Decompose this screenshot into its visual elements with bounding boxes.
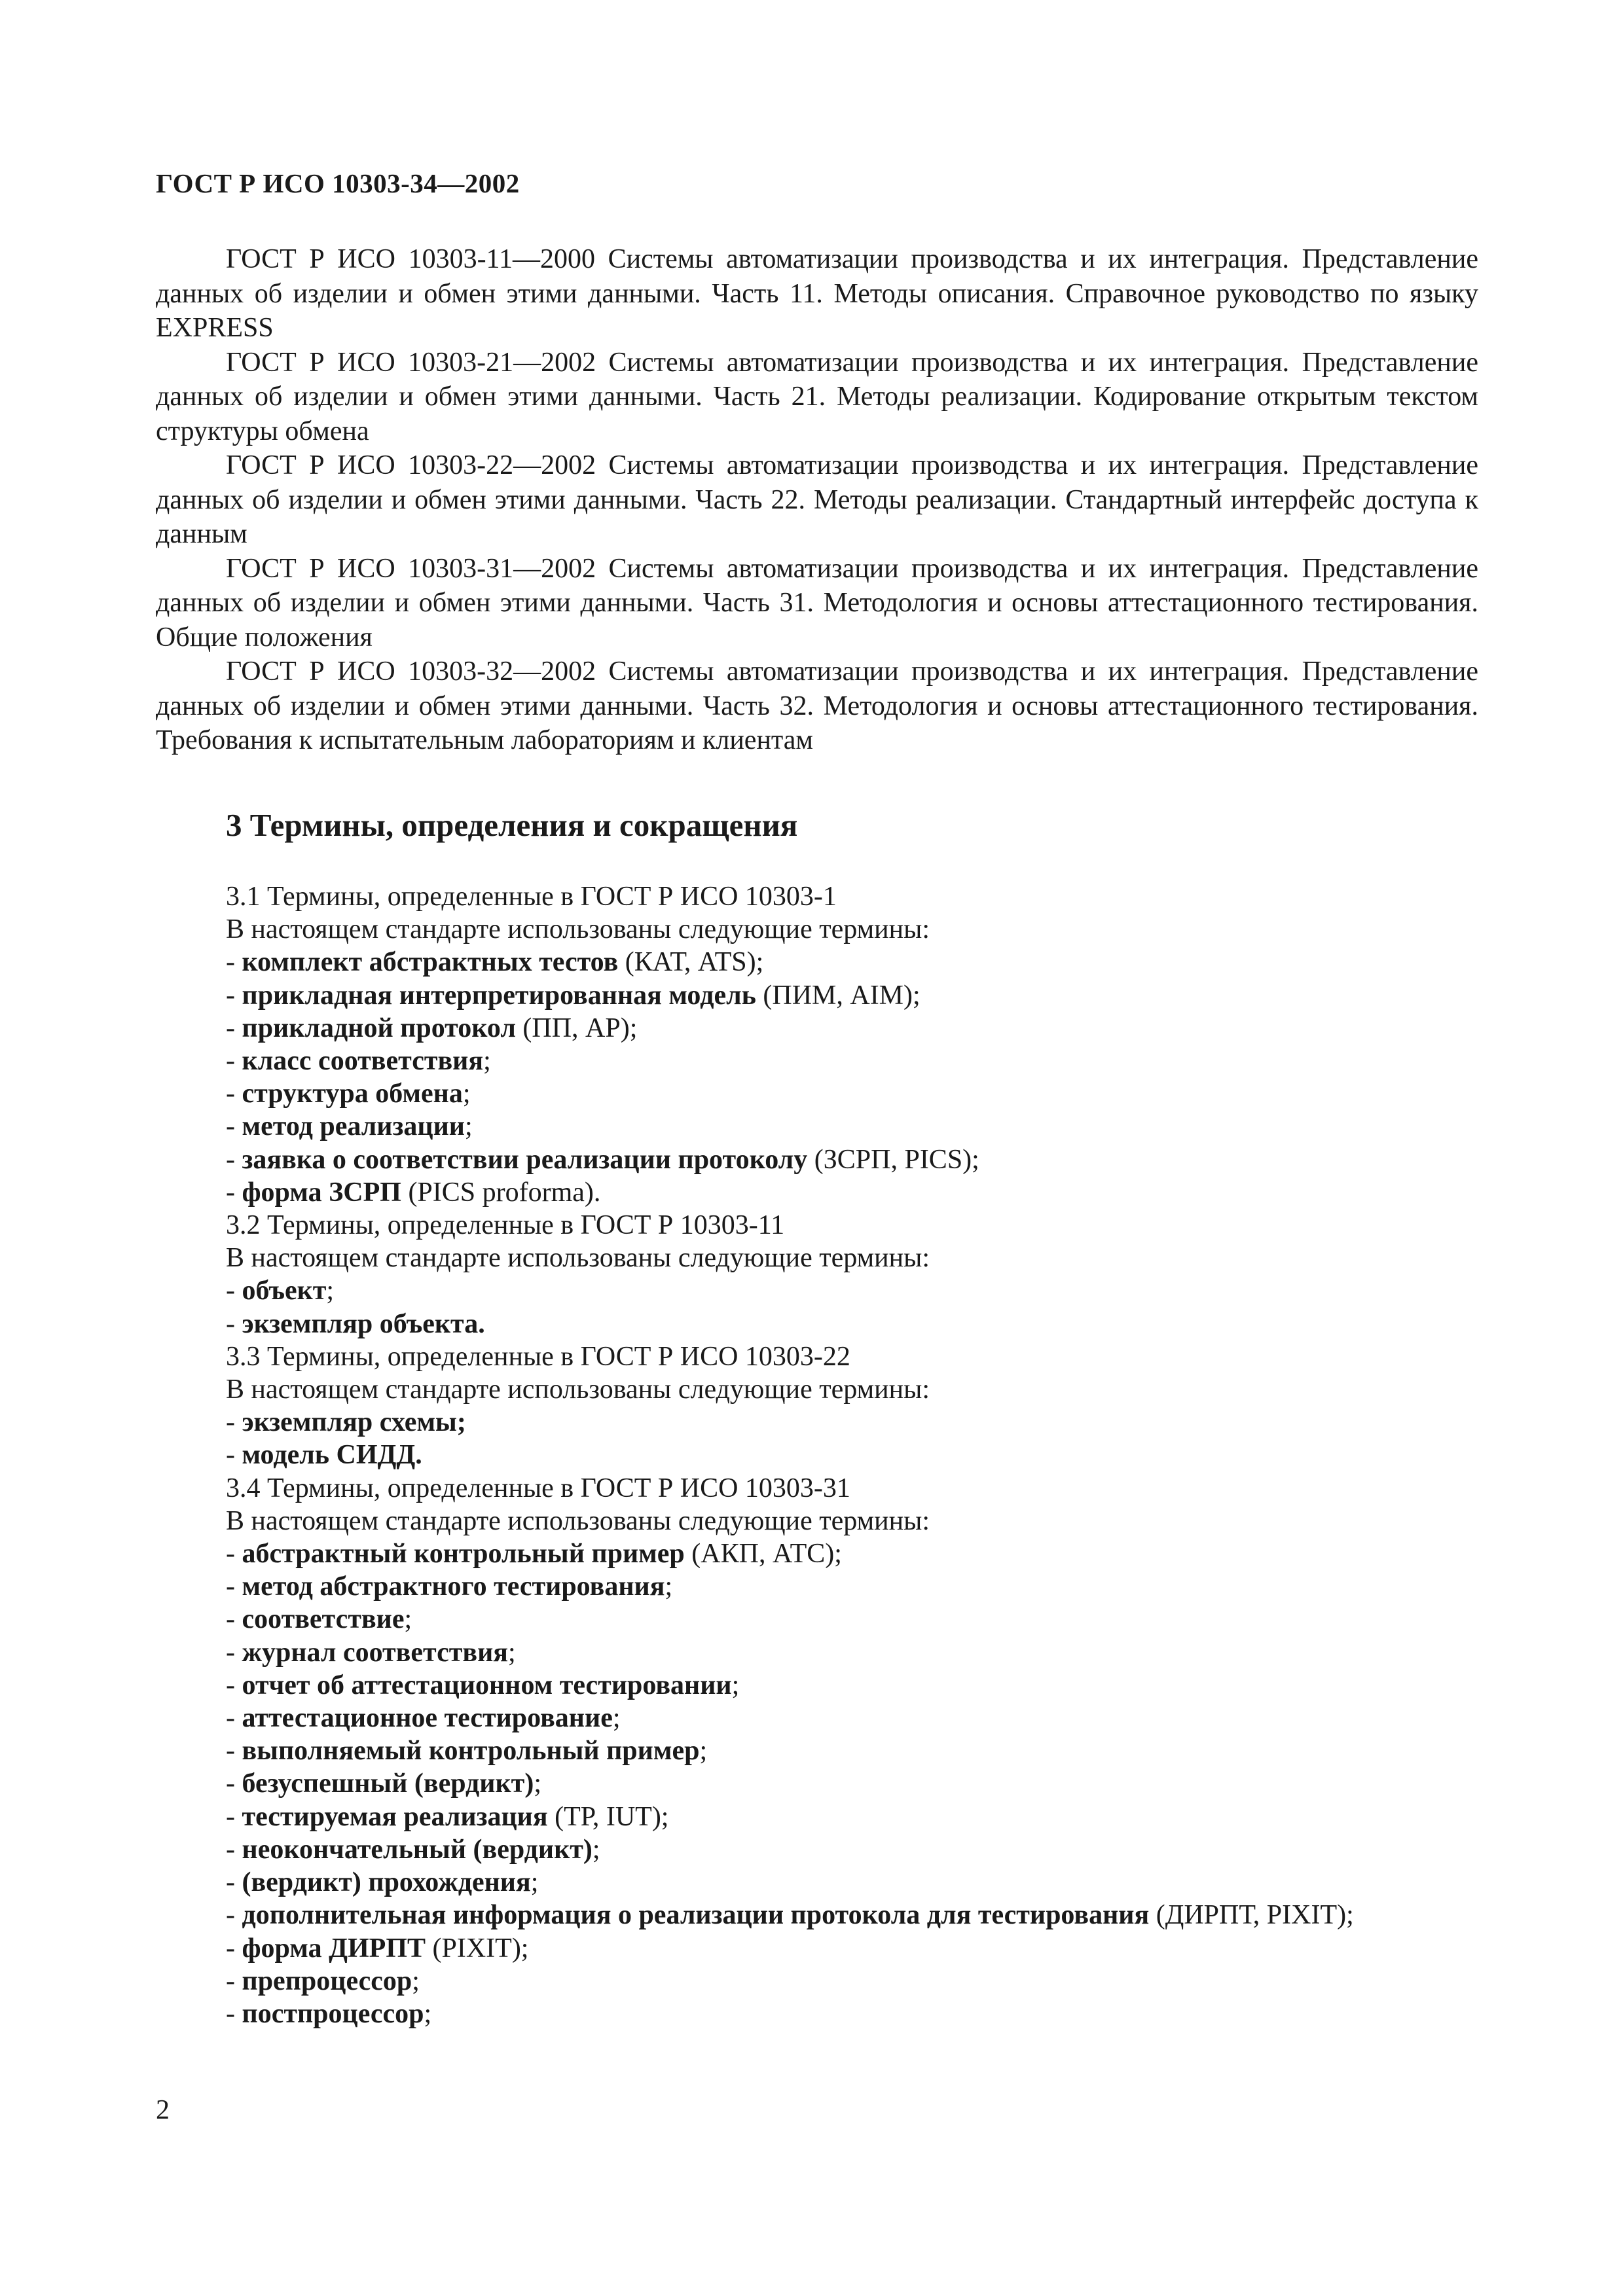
term-name: тестируемая реализация	[242, 1801, 548, 1832]
term-item	[226, 946, 1470, 978]
term-abbreviation: (PICS proforma).	[401, 1177, 601, 1208]
term-name: экземпляр объекта.	[242, 1308, 485, 1339]
reference-entry: ГОСТ Р ИСО 10303-21—2002 Системы автоматизации производства и их интеграция. Представление данных об изделии и обмен этими данными. Часть 21. Методы реализации. Кодирование открытым текстом структуры обмена	[156, 347, 1478, 446]
subsection-intro: В настоящем стандарте использованы следующие термины:	[226, 1374, 930, 1405]
term-name: комплект абстрактных тестов	[242, 947, 619, 978]
term-abbreviation: ;	[404, 1604, 412, 1635]
term-item	[226, 1143, 1470, 1176]
term-item	[226, 1932, 1470, 1965]
subsection-intro: В настоящем стандарте использованы следующие термины:	[226, 914, 930, 945]
term-name: форма ЗСРП	[242, 1177, 401, 1208]
term-name: отчет об аттестационном тестировании	[242, 1670, 732, 1700]
list-dash: -	[226, 1867, 242, 1898]
term-item	[226, 1899, 1470, 1931]
term-name: выполняемый контрольный пример	[242, 1736, 700, 1767]
list-dash: -	[226, 1407, 242, 1438]
list-dash: -	[226, 1144, 242, 1175]
list-dash: -	[226, 1440, 242, 1471]
term-abbreviation: ;	[731, 1670, 740, 1700]
term-abbreviation: ;	[699, 1736, 708, 1767]
term-name: модель СИДД.	[242, 1440, 422, 1471]
term-abbreviation: ;	[424, 1998, 432, 2029]
subsection-title: 3.3 Термины, определенные в ГОСТ Р ИСО 10303-22	[226, 1341, 850, 1372]
list-dash: -	[226, 1079, 242, 1109]
term-list	[226, 1406, 1470, 1471]
list-dash: -	[226, 1965, 242, 1996]
term-item	[226, 1702, 1470, 1734]
term-name: экземпляр схемы;	[242, 1407, 466, 1438]
term-name: аттестационное тестирование	[242, 1703, 613, 1734]
term-abbreviation: (ТР, IUT);	[547, 1801, 669, 1832]
term-name: объект	[242, 1276, 327, 1306]
term-item	[226, 1110, 1470, 1143]
term-abbreviation: (ПП, AP);	[515, 1013, 638, 1043]
term-item	[226, 1669, 1470, 1702]
term-name: метод абстрактного тестирования	[242, 1571, 665, 1602]
term-item	[226, 1603, 1470, 1636]
term-item	[226, 1308, 1470, 1340]
list-dash: -	[226, 1736, 242, 1767]
term-abbreviation: (ДИРПТ, PIXIT);	[1149, 1900, 1354, 1931]
list-dash: -	[226, 1604, 242, 1635]
term-item	[226, 1801, 1470, 1833]
term-item	[226, 1833, 1470, 1866]
reference-entry: ГОСТ Р ИСО 10303-22—2002 Системы автоматизации производства и их интеграция. Представление данных об изделии и обмен этими данными. Часть 22. Методы реализации. Стандартный интерфейс доступа к данным	[156, 450, 1478, 549]
term-item	[226, 1998, 1470, 2030]
term-list	[226, 946, 1470, 1209]
reference-entry: ГОСТ Р ИСО 10303-32—2002 Системы автоматизации производства и их интеграция. Представление данных об изделии и обмен этими данными. Часть 32. Методология и основы аттестационного тестирования. Требования к испытательным лабораториям и клиентам	[156, 656, 1478, 755]
term-name: неокончательный (вердикт)	[242, 1834, 593, 1865]
subsection-title: 3.2 Термины, определенные в ГОСТ Р 10303-11	[226, 1210, 785, 1241]
term-item	[226, 1176, 1470, 1209]
term-abbreviation: ;	[483, 1046, 491, 1077]
term-abbreviation: ;	[592, 1834, 600, 1865]
list-dash: -	[226, 1308, 242, 1339]
term-name: структура обмена	[242, 1079, 463, 1109]
term-item	[226, 1537, 1470, 1570]
list-dash: -	[226, 1177, 242, 1208]
subsection-intro: В настоящем стандарте использованы следующие термины:	[226, 1243, 930, 1274]
list-dash: -	[226, 1539, 242, 1570]
term-abbreviation: ;	[326, 1276, 335, 1306]
term-item	[226, 1734, 1470, 1767]
list-dash: -	[226, 1768, 242, 1799]
term-item	[226, 1767, 1470, 1800]
section-heading: 3 Термины, определения и сокращения	[226, 807, 798, 843]
term-name: журнал соответствия	[242, 1637, 509, 1668]
terms-section	[226, 880, 1470, 2030]
term-item	[226, 1274, 1470, 1307]
term-name: (вердикт) прохождения	[242, 1867, 531, 1898]
list-dash: -	[226, 947, 242, 978]
term-name: форма ДИРПТ	[242, 1933, 426, 1964]
normative-references	[156, 242, 1478, 758]
term-name: класс соответствия	[242, 1046, 484, 1077]
list-dash: -	[226, 1276, 242, 1306]
term-abbreviation: (PIXIT);	[426, 1933, 529, 1964]
term-name: метод реализации	[242, 1111, 465, 1142]
list-dash: -	[226, 980, 242, 1011]
term-abbreviation: ;	[530, 1867, 539, 1898]
list-dash: -	[226, 1637, 242, 1668]
list-dash: -	[226, 1111, 242, 1142]
term-name: абстрактный контрольный пример	[242, 1539, 685, 1570]
list-dash: -	[226, 1933, 242, 1964]
term-abbreviation: ;	[462, 1079, 471, 1109]
term-abbreviation: ;	[612, 1703, 621, 1734]
page-number: 2	[156, 2095, 170, 2125]
list-dash: -	[226, 1571, 242, 1602]
term-item	[226, 1965, 1470, 1998]
term-abbreviation: (ЗСРП, PICS);	[807, 1144, 979, 1175]
subsection-title: 3.1 Термины, определенные в ГОСТ Р ИСО 10303-1	[226, 882, 837, 912]
running-header: ГОСТ Р ИСО 10303-34—2002	[156, 168, 520, 198]
term-name: прикладной протокол	[242, 1013, 516, 1043]
subsection-intro: В настоящем стандарте использованы следующие термины:	[226, 1505, 930, 1536]
term-item	[226, 1866, 1470, 1899]
term-name: дополнительная информация о реализации протокола для тестирования	[242, 1900, 1150, 1931]
reference-entry: ГОСТ Р ИСО 10303-31—2002 Системы автоматизации производства и их интеграция. Представление данных об изделии и обмен этими данными. Часть 31. Методология и основы аттестационного тестирования. Общие положения	[156, 553, 1478, 653]
list-dash: -	[226, 1900, 242, 1931]
term-name: заявка о соответствии реализации протоколу	[242, 1144, 808, 1175]
subsection-title: 3.4 Термины, определенные в ГОСТ Р ИСО 10303-31	[226, 1473, 850, 1503]
list-dash: -	[226, 1670, 242, 1700]
term-abbreviation: ;	[464, 1111, 473, 1142]
term-abbreviation: ;	[534, 1768, 541, 1799]
term-list	[226, 1274, 1470, 1340]
term-name: препроцессор	[242, 1965, 412, 1996]
term-name: прикладная интерпретированная модель	[242, 980, 756, 1011]
term-abbreviation: ;	[665, 1571, 673, 1602]
term-abbreviation: (КАТ, ATS);	[618, 947, 764, 978]
term-item	[226, 1406, 1470, 1439]
term-list	[226, 1537, 1470, 2030]
list-dash: -	[226, 1703, 242, 1734]
list-dash: -	[226, 1998, 242, 2029]
term-item	[226, 1439, 1470, 1471]
term-item	[226, 1012, 1470, 1045]
list-dash: -	[226, 1834, 242, 1865]
term-item	[226, 1636, 1470, 1669]
term-name: безуспешный (вердикт)	[242, 1768, 534, 1799]
term-abbreviation: (ПИМ, AIM);	[756, 980, 921, 1011]
term-name: постпроцессор	[242, 1998, 424, 2029]
list-dash: -	[226, 1801, 242, 1832]
reference-entry: ГОСТ Р ИСО 10303-11—2000 Системы автоматизации производства и их интеграция. Представление данных об изделии и обмен этими данными. Часть 11. Методы описания. Справочное руководство по языку EXPRESS	[156, 244, 1478, 343]
term-abbreviation: ;	[412, 1965, 420, 1996]
term-abbreviation: ;	[508, 1637, 516, 1668]
list-dash: -	[226, 1046, 242, 1077]
term-abbreviation: (АКП, АТС);	[684, 1539, 842, 1570]
term-item	[226, 1077, 1470, 1110]
list-dash: -	[226, 1013, 242, 1043]
term-item	[226, 1570, 1470, 1603]
term-name: соответствие	[242, 1604, 405, 1635]
term-item	[226, 979, 1470, 1012]
term-item	[226, 1045, 1470, 1077]
